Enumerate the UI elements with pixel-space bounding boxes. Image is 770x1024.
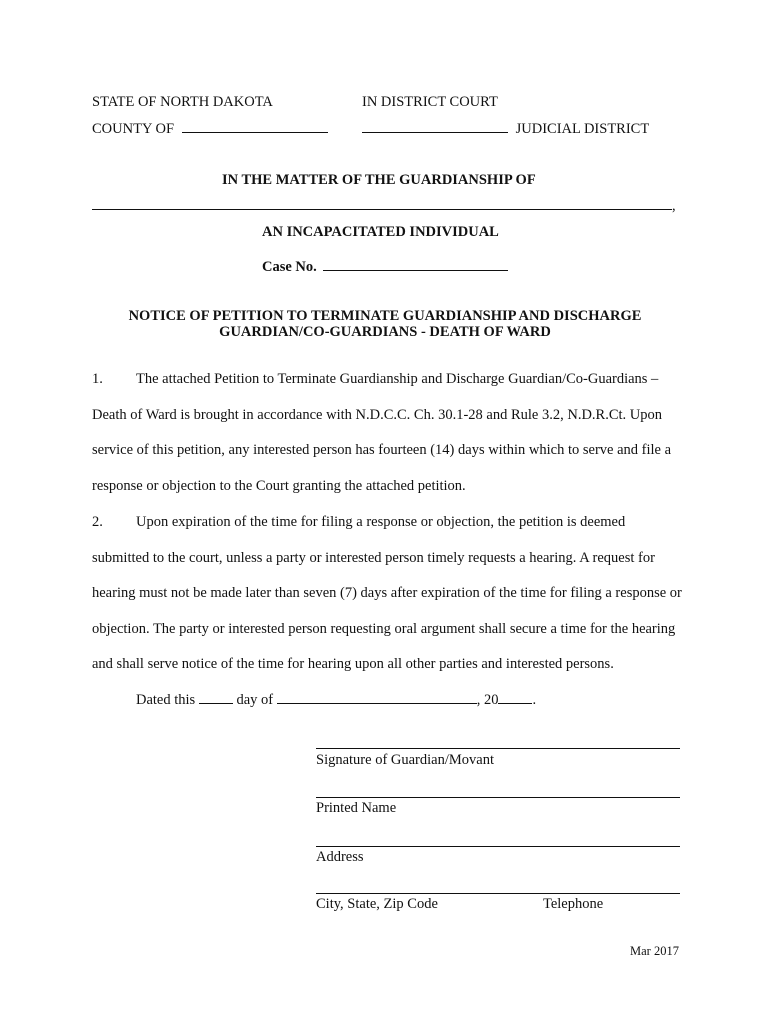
ward-name-blank[interactable] <box>92 197 672 210</box>
dated-year-prefix: , 20 <box>476 692 499 708</box>
ward-name-row <box>92 197 676 215</box>
state-label: STATE OF NORTH DAKOTA <box>92 94 273 110</box>
city-state-zip-label: City, State, Zip Code <box>316 896 438 912</box>
dated-year-blank[interactable] <box>498 691 532 704</box>
paragraph-1-number: 1. <box>92 371 103 387</box>
revision-date: Mar 2017 <box>630 944 679 958</box>
ward-name-comma: , <box>672 198 676 214</box>
notice-title-line2: GUARDIAN/CO-GUARDIANS - DEATH OF WARD <box>219 324 551 340</box>
district-label: JUDICIAL DISTRICT <box>515 121 650 137</box>
signature-label: Signature of Guardian/Movant <box>316 752 494 768</box>
paragraph-2-text: Upon expiration of the time for filing a response or objection, the petition is deemed submitted to the court, unless a party or interested person timely requests a hearing. A request for hearing must not be made later than seven (7) days after expiration of the time for filing a response or objection. The party or interested person requesting oral argument shall secure a time for the hearing and shall serve notice of the time for hearing upon all other parties and interested persons. <box>92 514 682 672</box>
case-number-row <box>262 258 508 276</box>
dated-day-of: day of <box>236 692 274 708</box>
court-label: IN DISTRICT COURT <box>362 94 498 110</box>
address-label: Address <box>316 849 364 865</box>
dated-end: . <box>532 692 537 708</box>
printed-name-line[interactable] <box>316 797 680 798</box>
case-number-label: Case No. <box>262 259 317 275</box>
dated-prefix: Dated this <box>136 692 196 708</box>
county-row <box>92 120 328 138</box>
city-state-zip-line[interactable] <box>316 893 680 894</box>
county-blank[interactable] <box>182 120 328 133</box>
matter-heading: IN THE MATTER OF THE GUARDIANSHIP OF <box>222 172 536 188</box>
paragraph-2-number: 2. <box>92 514 103 530</box>
signature-line[interactable] <box>316 748 680 749</box>
dated-month-blank[interactable] <box>277 691 477 704</box>
printed-name-label: Printed Name <box>316 800 397 816</box>
district-row <box>362 120 649 138</box>
incapacitated-individual-label: AN INCAPACITATED INDIVIDUAL <box>262 224 499 240</box>
district-blank[interactable] <box>362 120 508 133</box>
case-number-blank[interactable] <box>323 258 508 271</box>
telephone-label: Telephone <box>543 896 604 912</box>
paragraph-1 <box>92 362 682 504</box>
paragraph-1-text: The attached Petition to Terminate Guardianship and Discharge Guardian/Co-Guardians – Death of Ward is brought in accordance with N.D.C.C. Ch. 30.1-28 and Rule 3.2, N.D.R.Ct. Upon service of this petition, any interested person has fourteen (14) days within which to serve and file a response or objection to the Court granting the attached petition. <box>92 371 672 494</box>
dated-day-blank[interactable] <box>199 691 233 704</box>
address-line[interactable] <box>316 846 680 847</box>
dated-line <box>136 691 536 709</box>
paragraph-2 <box>92 505 682 683</box>
notice-title-line1: NOTICE OF PETITION TO TERMINATE GUARDIANSHIP AND DISCHARGE <box>128 308 642 324</box>
county-label: COUNTY OF <box>92 121 175 137</box>
